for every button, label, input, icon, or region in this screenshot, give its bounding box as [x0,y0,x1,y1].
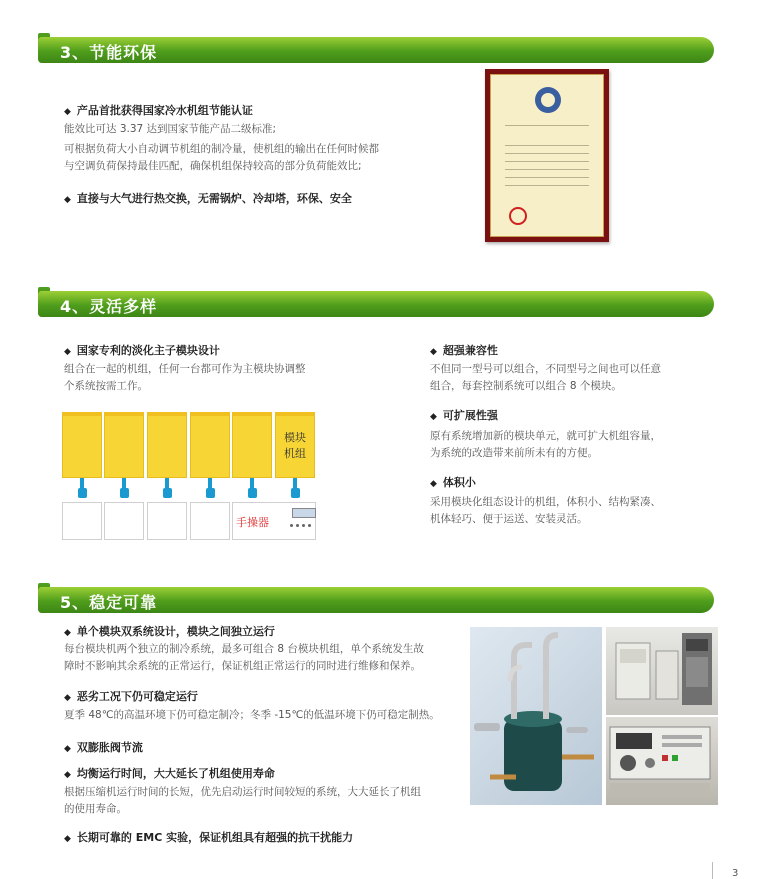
bullet-dual-expansion-valve: ◆ 双膨胀阀节流 [64,739,143,755]
text-line: 障时不影响其余系统的正常运行，保证机组正常运行的同时进行维修和保养。 [64,660,421,672]
text-line: 根据压缩机运行时间的长短，优先启动运行时间较短的系统，大大延长了机组 [64,786,421,798]
controller-button-icon [302,524,305,527]
certificate-seal-icon [509,207,527,225]
certificate-rule [505,125,589,126]
page-rule [712,862,713,879]
section-3-banner [38,37,714,63]
certificate-rule [505,145,589,146]
certificate-emblem-icon [535,87,561,113]
energy-certificate-image [485,69,609,242]
connector-plug [163,488,172,498]
section-4-title: 4、灵活多样 [60,297,158,316]
test-chamber-illustration [606,627,718,715]
bullet-harsh-conditions: ◆ 恶劣工况下仍可稳定运行 [64,688,198,704]
bullet-compatibility: ◆ 超强兼容性 [430,342,498,358]
section-4-banner [38,291,714,317]
bullet-expandability: ◆ 可扩展性强 [430,407,498,423]
compressor-photo [470,627,602,805]
text-line: 采用模块化组态设计的机组，体积小、结构紧凑、 [430,496,661,508]
module-label [284,430,306,462]
balanced-runtime-paragraph [64,784,421,818]
emc-tester-photo [606,717,718,805]
text-line: 可根据负荷大小自动调节机组的制冷量，使机组的输出在任何时候都 [64,143,379,155]
module-base-box [190,502,230,540]
connector-plug [120,488,129,498]
connector-plug [291,488,300,498]
bullet-compact-size: ◆ 体积小 [430,474,476,490]
module-unit [62,412,102,478]
controller-button-icon [308,524,311,527]
text-line: 组合，每套控制系统可以组合 8 个模块。 [430,380,622,392]
connector-plug [248,488,257,498]
harsh-conditions-paragraph [64,707,440,724]
text-line: 个系统按需工作。 [64,380,148,392]
text-line: 与空调负荷保持最佳匹配，确保机组保持较高的部分负荷能效比; [64,160,362,172]
bullet-dual-system: ◆ 单个模块双系统设计，模块之间独立运行 [64,623,275,639]
energy-paragraph [64,121,379,175]
bullet-emc-test: ◆ 长期可靠的 EMC 实验，保证机组具有超强的抗干扰能力 [64,829,353,845]
bullet-balanced-runtime: ◆ 均衡运行时间，大大延长了机组使用寿命 [64,765,275,781]
compressor-illustration [470,627,602,805]
page-number: 3 [732,868,739,879]
certificate-rule [505,161,589,162]
module-unit [190,412,230,478]
controller-screen-icon [292,508,316,518]
hand-controller-label: 手操器 [236,516,269,529]
expandability-paragraph [430,428,661,462]
module-unit [147,412,187,478]
module-base-box [104,502,144,540]
dual-system-paragraph [64,641,424,675]
section-5-banner [38,587,714,613]
section-3-title: 3、节能环保 [60,43,158,62]
certificate-rule [505,169,589,170]
module-base-box [147,502,187,540]
connector-plug [206,488,215,498]
module-label-line: 模块 [284,431,306,444]
module-unit [104,412,144,478]
text-line: 能效比可达 3.37 达到国家节能产品二级标准; [64,123,277,135]
emc-tester-illustration [606,717,718,805]
text-line: 不但同一型号可以组合，不同型号之间也可以任意 [430,363,661,375]
text-line: 每台模块机两个独立的制冷系统，最多可组合 8 台模块机组，单个系统发生故 [64,643,424,655]
text-line: 为系统的改造带来前所未有的方便。 [430,447,598,459]
controller-button-icon [296,524,299,527]
certificate-rule [505,153,589,154]
section-5-title: 5、稳定可靠 [60,593,158,612]
certificate-paper [490,74,604,237]
certificate-rule [505,177,589,178]
text-line: 夏季 48℃的高温环境下仍可稳定制冷；冬季 -15℃的低温环境下仍可稳定制热。 [64,709,440,721]
text-line: 的使用寿命。 [64,803,127,815]
module-unit [232,412,272,478]
connector-plug [78,488,87,498]
controller-button-icon [290,524,293,527]
bullet-heat-exchange: ◆ 直接与大气进行热交换，无需锅炉、冷却塔，环保、安全 [64,190,352,206]
text-line: 机体轻巧、便于运送、安装灵活。 [430,513,588,525]
text-line: 组合在一起的机组，任何一台都可作为主模块协调整 [64,363,306,375]
certificate-rule [505,185,589,186]
test-chamber-photo [606,627,718,715]
compact-paragraph [430,494,661,528]
text-line: 原有系统增加新的模块单元，就可扩大机组容量， [430,430,661,442]
bullet-patent-module: ◆ 国家专利的淡化主子模块设计 [64,342,220,358]
compatibility-paragraph [430,361,661,395]
patent-paragraph [64,361,306,395]
bullet-energy-cert: ◆ 产品首批获得国家冷水机组节能认证 [64,102,253,118]
module-base-box [62,502,102,540]
module-label-line: 机组 [284,447,306,460]
